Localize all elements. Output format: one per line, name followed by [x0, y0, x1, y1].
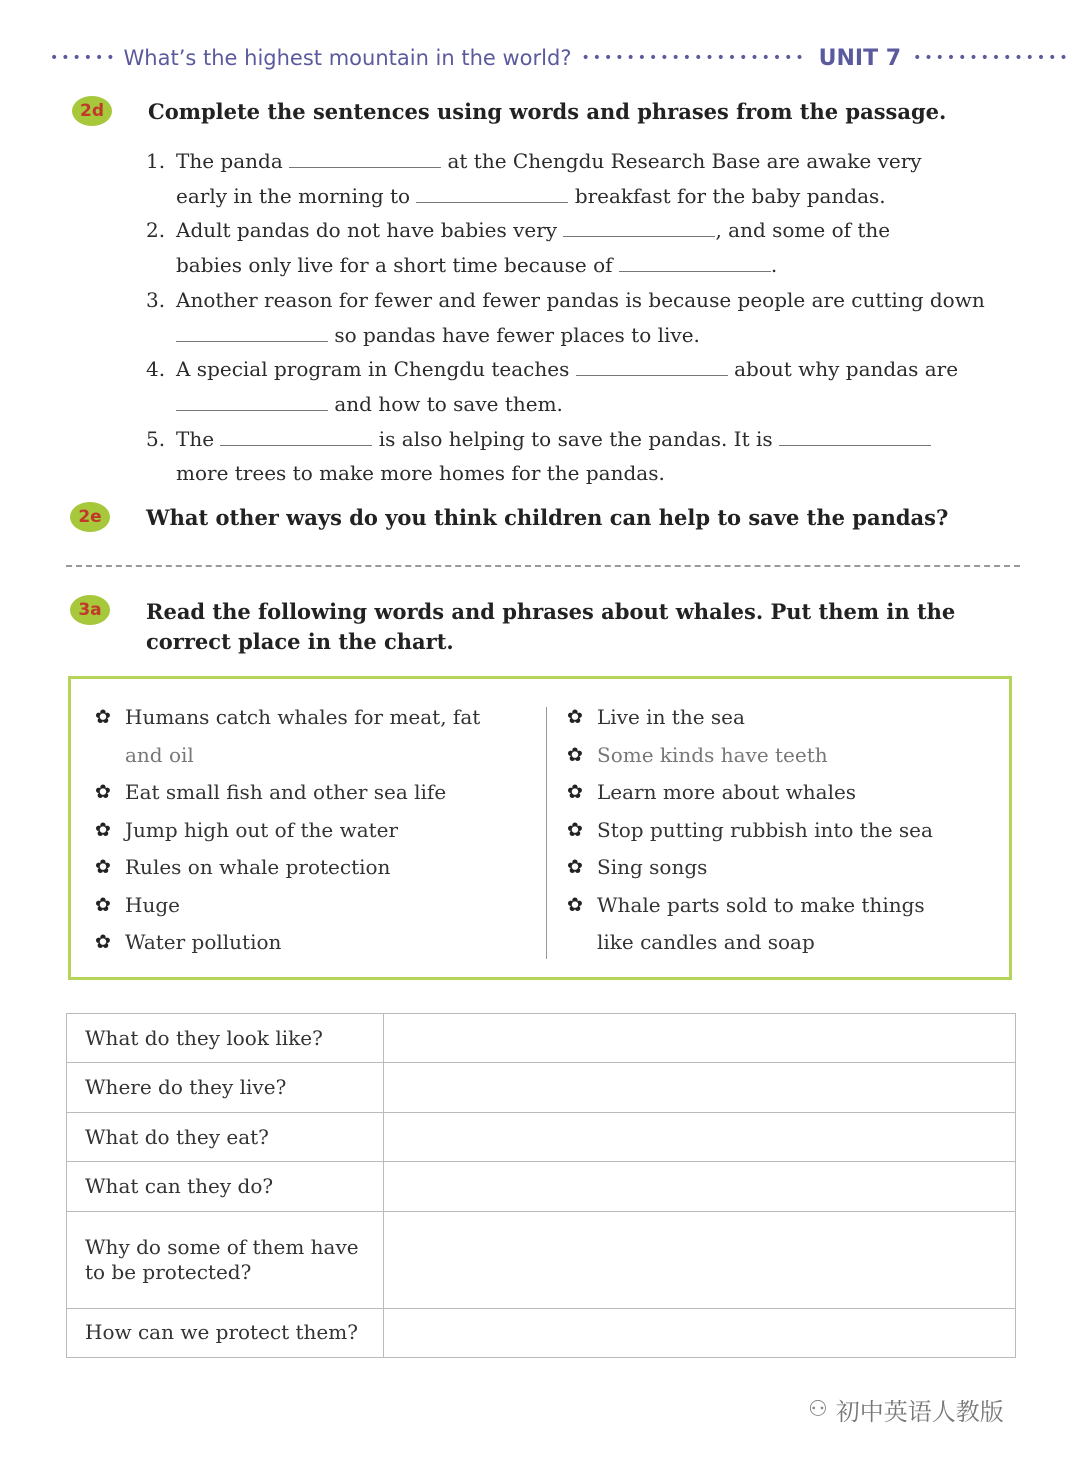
column-divider	[546, 707, 547, 959]
flower-bullet-icon: ✿	[567, 856, 583, 878]
answer-cell[interactable]	[384, 1162, 1016, 1211]
wechat-icon: ⚇	[808, 1397, 828, 1422]
table-row	[67, 1063, 1016, 1112]
badge-2e: 2e	[70, 502, 110, 532]
answer-cell[interactable]	[384, 1211, 1016, 1308]
header-title: What’s the highest mountain in the world?	[123, 46, 572, 70]
word-item: ✿ Learn more about whales	[567, 774, 987, 812]
word-item: ✿ Sing songs	[567, 849, 987, 887]
answer-blank[interactable]	[176, 319, 328, 342]
table-row	[67, 1014, 1016, 1063]
answer-blank[interactable]	[220, 423, 372, 446]
flower-bullet-icon: ✿	[95, 931, 111, 953]
flower-bullet-icon: ✿	[95, 706, 111, 728]
dashed-divider	[66, 565, 1020, 567]
whale-chart-table	[66, 1013, 1016, 1358]
word-item: ✿ Eat small fish and other sea life	[95, 774, 525, 812]
heading-3a: Read the following words and phrases about whales. Put them in the correct place in the chart.	[146, 599, 956, 654]
flower-bullet-icon: ✿	[95, 818, 111, 841]
table-row	[67, 1308, 1016, 1357]
answer-blank[interactable]	[576, 353, 728, 376]
word-item: ✿ Live in the sea	[567, 699, 987, 737]
badge-3a: 3a	[70, 595, 110, 625]
word-column-right	[567, 699, 987, 962]
heading-2e: What other ways do you think children can help to save the pandas?	[146, 505, 949, 530]
word-item: ✿ Whale parts sold to make things like candles and soap	[567, 887, 987, 962]
question-cell: How can we protect them?	[67, 1308, 384, 1357]
table-row	[67, 1211, 1016, 1308]
flower-bullet-icon: ✿	[95, 856, 111, 878]
flower-bullet-icon: ✿	[567, 818, 583, 841]
flower-bullet-icon: ✿	[95, 893, 111, 916]
table-row	[67, 1112, 1016, 1161]
exercise-item-2: 2. Adult pandas do not have babies very , and some of the babies only live for a short time because of .	[146, 213, 1026, 282]
question-cell: What do they eat?	[67, 1112, 384, 1161]
exercise-item-4: 4. A special program in Chengdu teaches about why pandas are and how to save them.	[146, 352, 1026, 421]
answer-blank[interactable]	[289, 145, 441, 168]
header-dots-middle: ••••••••••••••••••••	[581, 50, 807, 66]
exercise-item-1: 1. The panda at the Chengdu Research Base are awake very early in the morning to breakfast for the baby pandas.	[146, 144, 1026, 213]
unit-label: UNIT 7	[818, 45, 902, 71]
exercise-item-5: 5. The is also helping to save the pandas. It is more trees to make more homes for the pandas.	[146, 422, 1026, 491]
word-item: ✿ Huge	[95, 887, 525, 925]
word-item: ✿ Humans catch whales for meat, fat and oil	[95, 699, 525, 774]
heading-2d: Complete the sentences using words and phrases from the passage.	[148, 99, 947, 124]
answer-blank[interactable]	[176, 388, 328, 411]
exercise-item-3: 3. Another reason for fewer and fewer pandas is because people are cutting down so pandas have fewer places to live.	[146, 287, 985, 347]
answer-blank[interactable]	[416, 180, 568, 203]
question-cell: What do they look like?	[67, 1014, 384, 1063]
word-item: ✿ Water pollution	[95, 924, 525, 962]
table-row	[67, 1162, 1016, 1211]
question-cell: Where do they live?	[67, 1063, 384, 1112]
flower-bullet-icon: ✿	[567, 893, 583, 916]
word-item: ✿ Stop putting rubbish into the sea	[567, 812, 987, 850]
flower-bullet-icon: ✿	[567, 706, 583, 728]
word-column-left	[95, 699, 525, 962]
word-box	[68, 676, 1012, 980]
answer-blank[interactable]	[619, 249, 771, 272]
question-cell: What can they do?	[67, 1162, 384, 1211]
header-dots-left: ••••••	[50, 50, 118, 66]
badge-2d: 2d	[72, 96, 112, 126]
word-item: ✿ Rules on whale protection	[95, 849, 525, 887]
answer-blank[interactable]	[563, 214, 715, 237]
flower-bullet-icon: ✿	[567, 781, 583, 803]
watermark	[808, 1392, 1004, 1427]
flower-bullet-icon: ✿	[95, 781, 111, 803]
answer-cell[interactable]	[384, 1063, 1016, 1112]
exercise-2d	[146, 144, 1026, 491]
answer-blank[interactable]	[779, 423, 931, 446]
word-item: ✿ Some kinds have teeth	[567, 737, 987, 775]
question-cell: Why do some of them have to be protected?	[67, 1211, 384, 1308]
flower-bullet-icon: ✿	[567, 743, 583, 766]
header-dots-right: ••••••••••••••	[913, 50, 1071, 66]
watermark-text: 初中英语人教版	[835, 1398, 1004, 1426]
answer-cell[interactable]	[384, 1014, 1016, 1063]
answer-cell[interactable]	[384, 1112, 1016, 1161]
word-item: ✿ Jump high out of the water	[95, 812, 525, 850]
answer-cell[interactable]	[384, 1308, 1016, 1357]
page-header	[50, 38, 1080, 78]
